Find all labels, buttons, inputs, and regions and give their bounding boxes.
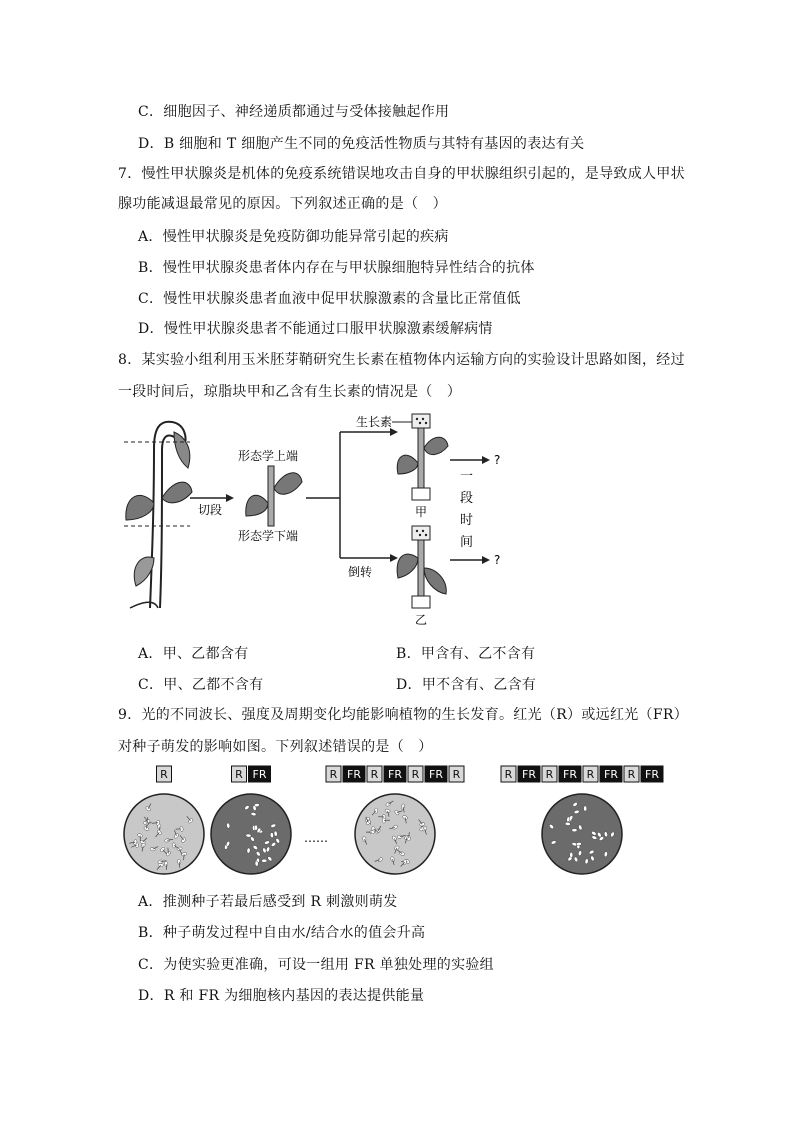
fr-label: FR	[604, 768, 618, 781]
q9-option-d: D．R 和 FR 为细胞核内基因的表达提供能量	[138, 988, 425, 1004]
q9-figure	[120, 764, 680, 879]
seed	[572, 828, 577, 831]
label-cut: 切段	[198, 503, 223, 517]
label-time-4: 间	[460, 535, 474, 550]
q7-option-b: B．慢性甲状腺炎患者体内存在与甲状腺细胞特异性结合的抗体	[138, 260, 535, 276]
fr-label: FR	[522, 768, 536, 781]
r-label: R	[370, 768, 379, 781]
r-label: R	[627, 768, 636, 781]
q7-option-c: C．慢性甲状腺炎患者血液中促甲状腺激素的含量比正常值低	[138, 291, 521, 307]
q9-stem-line2: 对种子萌发的影响如图。下列叙述错误的是（ ）	[118, 739, 433, 755]
q8-option-a: A．甲、乙都含有	[138, 646, 249, 662]
petri-dish-dormant	[542, 794, 622, 874]
label-time-1: 一	[460, 469, 474, 484]
fr-label: FR	[347, 768, 361, 781]
seed	[246, 834, 252, 838]
label-invert: 倒转	[348, 565, 373, 579]
whole-plant	[124, 422, 192, 608]
q7-stem-line1: 7．慢性甲状腺炎是机体的免疫系统错误地攻击自身的甲状腺组织引起的，是导致成人甲状	[118, 166, 685, 182]
petri-dish-dormant	[211, 794, 291, 874]
label-time-3: 时	[460, 513, 474, 528]
r-label: R	[411, 768, 420, 781]
fr-label: FR	[429, 768, 443, 781]
seed	[247, 848, 251, 854]
q6-option-c: C．细胞因子、神经递质都通过与受体接触起作用	[138, 104, 450, 120]
ellipsis: ……	[304, 831, 328, 845]
label-auxin: 生长素	[356, 415, 393, 429]
seed	[254, 825, 257, 830]
q7-option-a: A．慢性甲状腺炎是免疫防御功能异常引起的疾病	[138, 229, 449, 245]
q7-option-d: D．慢性甲状腺炎患者不能通过口服甲状腺激素缓解病情	[138, 321, 493, 337]
r-label: R	[545, 768, 554, 781]
q6-option-d: D．B 细胞和 T 细胞产生不同的免疫活性物质与其特有基因的表达有关	[138, 136, 585, 152]
q8-option-c: C．甲、乙都不含有	[138, 677, 264, 693]
fr-label: FR	[388, 768, 402, 781]
seed	[570, 852, 573, 857]
label-morph-top: 形态学上端	[238, 449, 299, 463]
label-jia: 甲	[415, 505, 428, 519]
q8-stem-line2: 一段时间后，琼脂块甲和乙含有生长素的情况是（ ）	[118, 384, 462, 400]
fr-label: FR	[645, 768, 659, 781]
r-label: R	[504, 768, 513, 781]
fr-label: FR	[563, 768, 577, 781]
seed	[158, 863, 163, 866]
fr-label: FR	[252, 768, 267, 781]
question-mark-jia: ?	[494, 453, 501, 467]
petri-dish-germinated	[355, 794, 435, 874]
question-mark-yi: ?	[494, 553, 501, 567]
seed	[262, 859, 267, 862]
r-label: R	[329, 768, 338, 781]
q8-option-d: D．甲不含有、乙含有	[396, 677, 537, 693]
r-label: R	[452, 768, 461, 781]
q8-option-b: B．甲含有、乙不含有	[396, 646, 536, 662]
q8-figure	[110, 408, 530, 628]
r-label: R	[586, 768, 595, 781]
q8-stem-line1: 8．某实验小组利用玉米胚芽鞘研究生长素在植物体内运输方向的实验设计思路如图，经过	[118, 352, 685, 368]
q9-stem-line1: 9．光的不同波长、强度及周期变化均能影响植物的生长发育。红光（R）或远红光（FR）	[118, 707, 689, 723]
label-time-2: 段	[460, 491, 474, 506]
q7-stem-line2: 腺功能减退最常见的原因。下列叙述正确的是（ ）	[118, 196, 447, 212]
petri-dish-germinated	[124, 794, 204, 874]
label-morph-bottom: 形态学下端	[238, 529, 299, 543]
q9-option-a: A．推测种子若最后感受到 R 刺激则萌发	[138, 894, 398, 910]
label-yi: 乙	[415, 613, 428, 627]
seed	[584, 806, 587, 811]
r-label: R	[160, 768, 168, 781]
q9-option-c: C．为使实验更准确，可设一组用 FR 单独处理的实验组	[138, 957, 494, 973]
r-label: R	[235, 768, 243, 781]
q9-option-b: B．种子萌发过程中自由水/结合水的值会升高	[138, 925, 426, 941]
